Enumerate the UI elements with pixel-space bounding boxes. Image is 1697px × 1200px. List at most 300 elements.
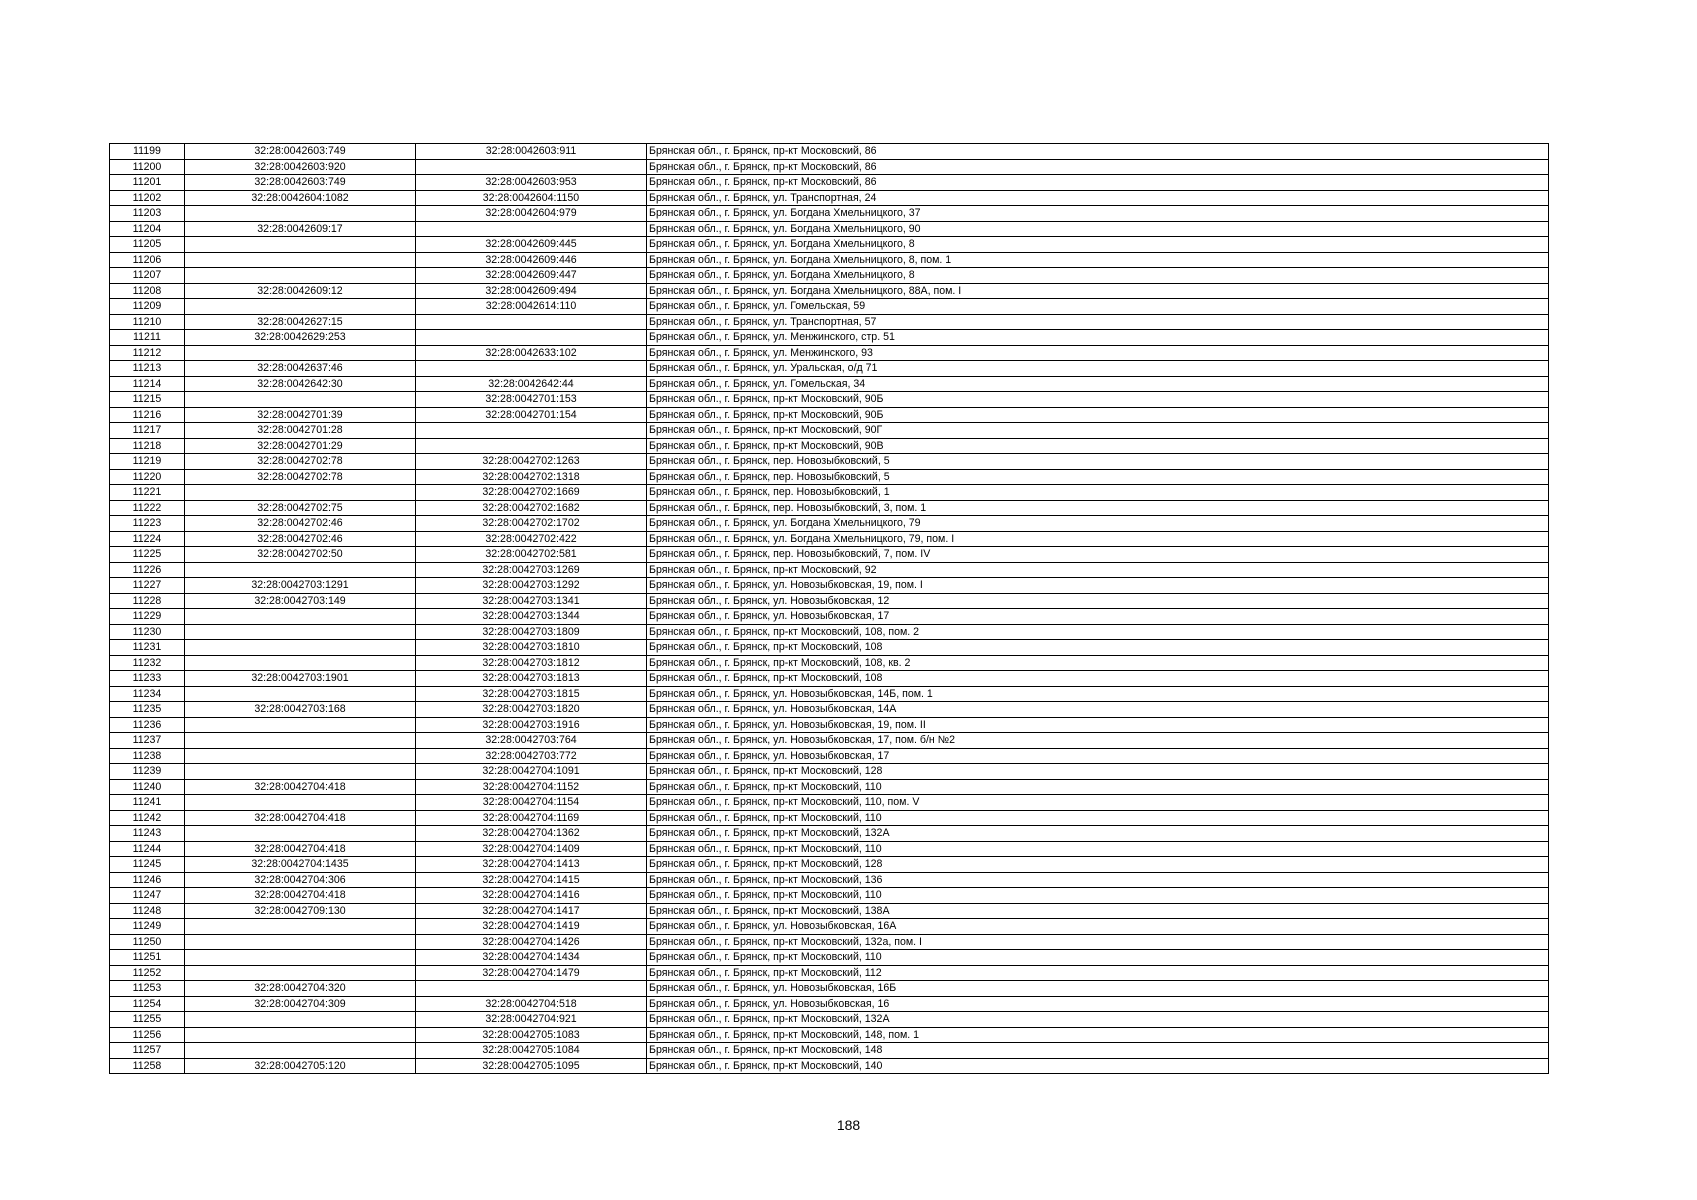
parent-cadastral-number-cell — [185, 345, 416, 361]
address-cell: Брянская обл., г. Брянск, пр-кт Московский, 128 — [647, 764, 1549, 780]
row-number-cell: 11209 — [110, 299, 185, 315]
cadastral-number-cell: 32:28:0042604:1150 — [416, 190, 647, 206]
parent-cadastral-number-cell: 32:28:0042702:78 — [185, 454, 416, 470]
parent-cadastral-number-cell — [185, 237, 416, 253]
row-number-cell: 11244 — [110, 841, 185, 857]
cadastral-number-cell: 32:28:0042702:1318 — [416, 469, 647, 485]
parent-cadastral-number-cell: 32:28:0042701:29 — [185, 438, 416, 454]
cadastral-number-cell: 32:28:0042702:422 — [416, 531, 647, 547]
parent-cadastral-number-cell: 32:28:0042703:149 — [185, 593, 416, 609]
cadastral-number-cell — [416, 221, 647, 237]
parent-cadastral-number-cell — [185, 1027, 416, 1043]
parent-cadastral-number-cell — [185, 717, 416, 733]
table-row — [110, 485, 1549, 501]
row-number-cell: 11201 — [110, 175, 185, 191]
table-row — [110, 872, 1549, 888]
row-number-cell: 11200 — [110, 159, 185, 175]
cadastral-number-cell: 32:28:0042603:911 — [416, 144, 647, 160]
row-number-cell: 11215 — [110, 392, 185, 408]
address-cell: Брянская обл., г. Брянск, ул. Гомельская, 34 — [647, 376, 1549, 392]
table-row — [110, 516, 1549, 532]
parent-cadastral-number-cell — [185, 268, 416, 284]
table-row — [110, 903, 1549, 919]
cadastral-number-cell: 32:28:0042704:1091 — [416, 764, 647, 780]
table-row — [110, 206, 1549, 222]
address-cell: Брянская обл., г. Брянск, пр-кт Московский, 108, кв. 2 — [647, 655, 1549, 671]
row-number-cell: 11258 — [110, 1058, 185, 1074]
cadastral-number-cell: 32:28:0042702:1702 — [416, 516, 647, 532]
parent-cadastral-number-cell: 32:28:0042704:418 — [185, 779, 416, 795]
table-row — [110, 609, 1549, 625]
table-row — [110, 779, 1549, 795]
parent-cadastral-number-cell: 32:28:0042709:130 — [185, 903, 416, 919]
row-number-cell: 11257 — [110, 1043, 185, 1059]
parent-cadastral-number-cell — [185, 686, 416, 702]
cadastral-number-cell: 32:28:0042609:494 — [416, 283, 647, 299]
cadastral-number-cell — [416, 159, 647, 175]
address-cell: Брянская обл., г. Брянск, ул. Богдана Хмельницкого, 88А, пом. I — [647, 283, 1549, 299]
cadastral-number-cell: 32:28:0042703:1809 — [416, 624, 647, 640]
address-cell: Брянская обл., г. Брянск, ул. Новозыбковская, 14А — [647, 702, 1549, 718]
row-number-cell: 11204 — [110, 221, 185, 237]
address-cell: Брянская обл., г. Брянск, ул. Новозыбковская, 16А — [647, 919, 1549, 935]
address-cell: Брянская обл., г. Брянск, ул. Новозыбковская, 17, пом. б/н №2 — [647, 733, 1549, 749]
row-number-cell: 11227 — [110, 578, 185, 594]
address-cell: Брянская обл., г. Брянск, пр-кт Московский, 140 — [647, 1058, 1549, 1074]
parent-cadastral-number-cell — [185, 1043, 416, 1059]
address-cell: Брянская обл., г. Брянск, ул. Менжинского, стр. 51 — [647, 330, 1549, 346]
cadastral-number-cell — [416, 330, 647, 346]
cadastral-number-cell: 32:28:0042703:1344 — [416, 609, 647, 625]
cadastral-number-cell: 32:28:0042704:518 — [416, 996, 647, 1012]
cadastral-number-cell: 32:28:0042703:772 — [416, 748, 647, 764]
row-number-cell: 11238 — [110, 748, 185, 764]
table-row — [110, 314, 1549, 330]
cadastral-number-cell: 32:28:0042703:1813 — [416, 671, 647, 687]
row-number-cell: 11225 — [110, 547, 185, 563]
cadastral-number-cell: 32:28:0042704:1362 — [416, 826, 647, 842]
table-row — [110, 826, 1549, 842]
parent-cadastral-number-cell — [185, 1012, 416, 1028]
cadastral-number-cell: 32:28:0042702:1682 — [416, 500, 647, 516]
cadastral-number-cell: 32:28:0042705:1083 — [416, 1027, 647, 1043]
parent-cadastral-number-cell: 32:28:0042702:46 — [185, 531, 416, 547]
address-cell: Брянская обл., г. Брянск, ул. Богдана Хмельницкого, 79, пом. I — [647, 531, 1549, 547]
parent-cadastral-number-cell — [185, 733, 416, 749]
table-row — [110, 1012, 1549, 1028]
row-number-cell: 11199 — [110, 144, 185, 160]
cadastral-number-cell: 32:28:0042703:1820 — [416, 702, 647, 718]
table-row — [110, 655, 1549, 671]
parent-cadastral-number-cell: 32:28:0042702:50 — [185, 547, 416, 563]
table-row — [110, 686, 1549, 702]
table-row — [110, 841, 1549, 857]
table-row — [110, 283, 1549, 299]
table-row — [110, 748, 1549, 764]
parent-cadastral-number-cell: 32:28:0042704:309 — [185, 996, 416, 1012]
cadastral-number-cell: 32:28:0042704:1434 — [416, 950, 647, 966]
row-number-cell: 11203 — [110, 206, 185, 222]
cadastral-number-cell: 32:28:0042704:1152 — [416, 779, 647, 795]
address-cell: Брянская обл., г. Брянск, пр-кт Московский, 132А — [647, 826, 1549, 842]
address-cell: Брянская обл., г. Брянск, ул. Менжинского, 93 — [647, 345, 1549, 361]
row-number-cell: 11205 — [110, 237, 185, 253]
table-row — [110, 1027, 1549, 1043]
cadastral-number-cell: 32:28:0042704:1416 — [416, 888, 647, 904]
address-cell: Брянская обл., г. Брянск, пер. Новозыбковский, 5 — [647, 454, 1549, 470]
table-row — [110, 392, 1549, 408]
row-number-cell: 11207 — [110, 268, 185, 284]
parent-cadastral-number-cell — [185, 252, 416, 268]
address-cell: Брянская обл., г. Брянск, пр-кт Московский, 110 — [647, 888, 1549, 904]
table-row — [110, 237, 1549, 253]
table-row — [110, 423, 1549, 439]
row-number-cell: 11241 — [110, 795, 185, 811]
table-row — [110, 376, 1549, 392]
table-row — [110, 934, 1549, 950]
table-row — [110, 361, 1549, 377]
parent-cadastral-number-cell: 32:28:0042705:120 — [185, 1058, 416, 1074]
parent-cadastral-number-cell: 32:28:0042702:75 — [185, 500, 416, 516]
address-cell: Брянская обл., г. Брянск, ул. Новозыбковская, 12 — [647, 593, 1549, 609]
cadastral-number-cell: 32:28:0042704:1169 — [416, 810, 647, 826]
parent-cadastral-number-cell: 32:28:0042704:418 — [185, 888, 416, 904]
cadastral-number-cell: 32:28:0042633:102 — [416, 345, 647, 361]
address-cell: Брянская обл., г. Брянск, ул. Богдана Хмельницкого, 79 — [647, 516, 1549, 532]
cadastral-number-cell: 32:28:0042702:581 — [416, 547, 647, 563]
parent-cadastral-number-cell — [185, 206, 416, 222]
parent-cadastral-number-cell — [185, 965, 416, 981]
cadastral-number-cell: 32:28:0042703:1815 — [416, 686, 647, 702]
parent-cadastral-number-cell: 32:28:0042704:418 — [185, 841, 416, 857]
row-number-cell: 11245 — [110, 857, 185, 873]
table-row — [110, 1058, 1549, 1074]
row-number-cell: 11214 — [110, 376, 185, 392]
parent-cadastral-number-cell: 32:28:0042702:78 — [185, 469, 416, 485]
row-number-cell: 11247 — [110, 888, 185, 904]
row-number-cell: 11206 — [110, 252, 185, 268]
parent-cadastral-number-cell: 32:28:0042701:28 — [185, 423, 416, 439]
table-row — [110, 221, 1549, 237]
address-cell: Брянская обл., г. Брянск, ул. Новозыбковская, 17 — [647, 609, 1549, 625]
cadastral-number-cell: 32:28:0042603:953 — [416, 175, 647, 191]
parent-cadastral-number-cell — [185, 795, 416, 811]
table-row — [110, 764, 1549, 780]
address-cell: Брянская обл., г. Брянск, пр-кт Московский, 90Г — [647, 423, 1549, 439]
address-cell: Брянская обл., г. Брянск, пр-кт Московский, 136 — [647, 872, 1549, 888]
row-number-cell: 11228 — [110, 593, 185, 609]
row-number-cell: 11248 — [110, 903, 185, 919]
row-number-cell: 11237 — [110, 733, 185, 749]
row-number-cell: 11230 — [110, 624, 185, 640]
parent-cadastral-number-cell: 32:28:0042603:920 — [185, 159, 416, 175]
address-cell: Брянская обл., г. Брянск, пр-кт Московский, 92 — [647, 562, 1549, 578]
table-row — [110, 593, 1549, 609]
address-cell: Брянская обл., г. Брянск, ул. Гомельская, 59 — [647, 299, 1549, 315]
cadastral-number-cell: 32:28:0042702:1669 — [416, 485, 647, 501]
row-number-cell: 11223 — [110, 516, 185, 532]
page-number: 188 — [836, 1117, 861, 1133]
row-number-cell: 11252 — [110, 965, 185, 981]
cadastral-number-cell: 32:28:0042703:1292 — [416, 578, 647, 594]
row-number-cell: 11229 — [110, 609, 185, 625]
address-cell: Брянская обл., г. Брянск, пр-кт Московский, 128 — [647, 857, 1549, 873]
address-cell: Брянская обл., г. Брянск, пр-кт Московский, 132А — [647, 1012, 1549, 1028]
cadastral-number-cell: 32:28:0042704:1409 — [416, 841, 647, 857]
table-row — [110, 500, 1549, 516]
row-number-cell: 11235 — [110, 702, 185, 718]
table-row — [110, 469, 1549, 485]
row-number-cell: 11231 — [110, 640, 185, 656]
parent-cadastral-number-cell — [185, 624, 416, 640]
row-number-cell: 11242 — [110, 810, 185, 826]
address-cell: Брянская обл., г. Брянск, пр-кт Московский, 110, пом. V — [647, 795, 1549, 811]
parent-cadastral-number-cell: 32:28:0042627:15 — [185, 314, 416, 330]
address-cell: Брянская обл., г. Брянск, пр-кт Московский, 112 — [647, 965, 1549, 981]
address-cell: Брянская обл., г. Брянск, пр-кт Московский, 110 — [647, 841, 1549, 857]
table-row — [110, 640, 1549, 656]
cadastral-number-cell — [416, 438, 647, 454]
parent-cadastral-number-cell — [185, 764, 416, 780]
row-number-cell: 11212 — [110, 345, 185, 361]
parent-cadastral-number-cell: 32:28:0042703:168 — [185, 702, 416, 718]
cadastral-number-cell — [416, 314, 647, 330]
cadastral-number-cell: 32:28:0042703:1810 — [416, 640, 647, 656]
row-number-cell: 11211 — [110, 330, 185, 346]
parent-cadastral-number-cell: 32:28:0042704:320 — [185, 981, 416, 997]
cadastral-number-cell — [416, 981, 647, 997]
table-row — [110, 268, 1549, 284]
parent-cadastral-number-cell — [185, 392, 416, 408]
row-number-cell: 11224 — [110, 531, 185, 547]
parent-cadastral-number-cell: 32:28:0042603:749 — [185, 144, 416, 160]
row-number-cell: 11202 — [110, 190, 185, 206]
table-row — [110, 996, 1549, 1012]
address-cell: Брянская обл., г. Брянск, ул. Новозыбковская, 16Б — [647, 981, 1549, 997]
registry-table — [109, 143, 1549, 1074]
table-row — [110, 562, 1549, 578]
address-cell: Брянская обл., г. Брянск, ул. Богдана Хмельницкого, 8 — [647, 237, 1549, 253]
row-number-cell: 11226 — [110, 562, 185, 578]
parent-cadastral-number-cell: 32:28:0042609:12 — [185, 283, 416, 299]
address-cell: Брянская обл., г. Брянск, пр-кт Московский, 110 — [647, 810, 1549, 826]
table-row — [110, 810, 1549, 826]
table-body — [110, 144, 1549, 1074]
row-number-cell: 11218 — [110, 438, 185, 454]
cadastral-number-cell: 32:28:0042703:1916 — [416, 717, 647, 733]
cadastral-number-cell: 32:28:0042609:446 — [416, 252, 647, 268]
table-row — [110, 733, 1549, 749]
address-cell: Брянская обл., г. Брянск, ул. Транспортная, 24 — [647, 190, 1549, 206]
parent-cadastral-number-cell: 32:28:0042604:1082 — [185, 190, 416, 206]
row-number-cell: 11255 — [110, 1012, 185, 1028]
row-number-cell: 11243 — [110, 826, 185, 842]
cadastral-number-cell: 32:28:0042614:110 — [416, 299, 647, 315]
cadastral-number-cell: 32:28:0042701:153 — [416, 392, 647, 408]
parent-cadastral-number-cell — [185, 640, 416, 656]
address-cell: Брянская обл., г. Брянск, пр-кт Московский, 138А — [647, 903, 1549, 919]
parent-cadastral-number-cell: 32:28:0042637:46 — [185, 361, 416, 377]
cadastral-number-cell: 32:28:0042703:1812 — [416, 655, 647, 671]
cadastral-number-cell: 32:28:0042705:1095 — [416, 1058, 647, 1074]
table-row — [110, 671, 1549, 687]
table-row — [110, 252, 1549, 268]
row-number-cell: 11234 — [110, 686, 185, 702]
parent-cadastral-number-cell: 32:28:0042642:30 — [185, 376, 416, 392]
parent-cadastral-number-cell — [185, 485, 416, 501]
row-number-cell: 11221 — [110, 485, 185, 501]
row-number-cell: 11250 — [110, 934, 185, 950]
cadastral-number-cell — [416, 361, 647, 377]
table-row — [110, 578, 1549, 594]
row-number-cell: 11254 — [110, 996, 185, 1012]
parent-cadastral-number-cell — [185, 562, 416, 578]
cadastral-number-cell: 32:28:0042704:1415 — [416, 872, 647, 888]
row-number-cell: 11236 — [110, 717, 185, 733]
parent-cadastral-number-cell — [185, 826, 416, 842]
cadastral-number-cell: 32:28:0042704:1413 — [416, 857, 647, 873]
address-cell: Брянская обл., г. Брянск, пр-кт Московский, 148, пом. 1 — [647, 1027, 1549, 1043]
address-cell: Брянская обл., г. Брянск, ул. Новозыбковская, 16 — [647, 996, 1549, 1012]
cadastral-number-cell: 32:28:0042609:445 — [416, 237, 647, 253]
parent-cadastral-number-cell: 32:28:0042704:418 — [185, 810, 416, 826]
cadastral-number-cell: 32:28:0042702:1263 — [416, 454, 647, 470]
address-cell: Брянская обл., г. Брянск, пр-кт Московский, 108 — [647, 640, 1549, 656]
cadastral-number-cell — [416, 423, 647, 439]
table-row — [110, 795, 1549, 811]
address-cell: Брянская обл., г. Брянск, ул. Богдана Хмельницкого, 8, пом. 1 — [647, 252, 1549, 268]
parent-cadastral-number-cell — [185, 748, 416, 764]
parent-cadastral-number-cell: 32:28:0042609:17 — [185, 221, 416, 237]
parent-cadastral-number-cell: 32:28:0042603:749 — [185, 175, 416, 191]
parent-cadastral-number-cell — [185, 919, 416, 935]
parent-cadastral-number-cell: 32:28:0042701:39 — [185, 407, 416, 423]
row-number-cell: 11219 — [110, 454, 185, 470]
row-number-cell: 11239 — [110, 764, 185, 780]
address-cell: Брянская обл., г. Брянск, пр-кт Московский, 148 — [647, 1043, 1549, 1059]
address-cell: Брянская обл., г. Брянск, пер. Новозыбковский, 7, пом. IV — [647, 547, 1549, 563]
address-cell: Брянская обл., г. Брянск, пр-кт Московский, 110 — [647, 779, 1549, 795]
row-number-cell: 11213 — [110, 361, 185, 377]
cadastral-number-cell: 32:28:0042704:1154 — [416, 795, 647, 811]
address-cell: Брянская обл., г. Брянск, ул. Транспортная, 57 — [647, 314, 1549, 330]
address-cell: Брянская обл., г. Брянск, пр-кт Московский, 90Б — [647, 407, 1549, 423]
address-cell: Брянская обл., г. Брянск, пер. Новозыбковский, 5 — [647, 469, 1549, 485]
address-cell: Брянская обл., г. Брянск, ул. Новозыбковская, 19, пом. II — [647, 717, 1549, 733]
cadastral-number-cell: 32:28:0042604:979 — [416, 206, 647, 222]
row-number-cell: 11217 — [110, 423, 185, 439]
table-row — [110, 407, 1549, 423]
row-number-cell: 11253 — [110, 981, 185, 997]
address-cell: Брянская обл., г. Брянск, ул. Новозыбковская, 17 — [647, 748, 1549, 764]
row-number-cell: 11233 — [110, 671, 185, 687]
table-row — [110, 454, 1549, 470]
row-number-cell: 11216 — [110, 407, 185, 423]
table-row — [110, 190, 1549, 206]
table-row — [110, 965, 1549, 981]
row-number-cell: 11246 — [110, 872, 185, 888]
table-row — [110, 159, 1549, 175]
table-row — [110, 531, 1549, 547]
address-cell: Брянская обл., г. Брянск, пер. Новозыбковский, 1 — [647, 485, 1549, 501]
address-cell: Брянская обл., г. Брянск, пр-кт Московский, 86 — [647, 159, 1549, 175]
parent-cadastral-number-cell: 32:28:0042704:306 — [185, 872, 416, 888]
cadastral-number-cell: 32:28:0042703:1269 — [416, 562, 647, 578]
address-cell: Брянская обл., г. Брянск, пр-кт Московский, 86 — [647, 175, 1549, 191]
table-row — [110, 1043, 1549, 1059]
address-cell: Брянская обл., г. Брянск, пер. Новозыбковский, 3, пом. 1 — [647, 500, 1549, 516]
address-cell: Брянская обл., г. Брянск, ул. Богдана Хмельницкого, 8 — [647, 268, 1549, 284]
table-row — [110, 299, 1549, 315]
address-cell: Брянская обл., г. Брянск, ул. Новозыбковская, 19, пом. I — [647, 578, 1549, 594]
address-cell: Брянская обл., г. Брянск, ул. Новозыбковская, 14Б, пом. 1 — [647, 686, 1549, 702]
cadastral-number-cell: 32:28:0042609:447 — [416, 268, 647, 284]
parent-cadastral-number-cell — [185, 934, 416, 950]
cadastral-number-cell: 32:28:0042701:154 — [416, 407, 647, 423]
address-cell: Брянская обл., г. Брянск, пр-кт Московский, 108 — [647, 671, 1549, 687]
parent-cadastral-number-cell — [185, 655, 416, 671]
parent-cadastral-number-cell — [185, 950, 416, 966]
address-cell: Брянская обл., г. Брянск, ул. Богдана Хмельницкого, 37 — [647, 206, 1549, 222]
address-cell: Брянская обл., г. Брянск, ул. Уральская, о/д 71 — [647, 361, 1549, 377]
parent-cadastral-number-cell: 32:28:0042629:253 — [185, 330, 416, 346]
table-row — [110, 330, 1549, 346]
parent-cadastral-number-cell: 32:28:0042702:46 — [185, 516, 416, 532]
row-number-cell: 11249 — [110, 919, 185, 935]
table-row — [110, 857, 1549, 873]
row-number-cell: 11256 — [110, 1027, 185, 1043]
row-number-cell: 11220 — [110, 469, 185, 485]
address-cell: Брянская обл., г. Брянск, пр-кт Московский, 132а, пом. I — [647, 934, 1549, 950]
table-row — [110, 702, 1549, 718]
table-row — [110, 919, 1549, 935]
address-cell: Брянская обл., г. Брянск, пр-кт Московский, 108, пом. 2 — [647, 624, 1549, 640]
address-cell: Брянская обл., г. Брянск, пр-кт Московский, 110 — [647, 950, 1549, 966]
cadastral-number-cell: 32:28:0042703:1341 — [416, 593, 647, 609]
row-number-cell: 11251 — [110, 950, 185, 966]
cadastral-number-cell: 32:28:0042704:921 — [416, 1012, 647, 1028]
cadastral-number-cell: 32:28:0042704:1419 — [416, 919, 647, 935]
row-number-cell: 11240 — [110, 779, 185, 795]
table-row — [110, 345, 1549, 361]
row-number-cell: 11210 — [110, 314, 185, 330]
table-row — [110, 888, 1549, 904]
address-cell: Брянская обл., г. Брянск, пр-кт Московский, 86 — [647, 144, 1549, 160]
address-cell: Брянская обл., г. Брянск, пр-кт Московский, 90Б — [647, 392, 1549, 408]
table-row — [110, 547, 1549, 563]
cadastral-number-cell: 32:28:0042704:1426 — [416, 934, 647, 950]
cadastral-number-cell: 32:28:0042705:1084 — [416, 1043, 647, 1059]
table-row — [110, 175, 1549, 191]
parent-cadastral-number-cell: 32:28:0042703:1901 — [185, 671, 416, 687]
row-number-cell: 11222 — [110, 500, 185, 516]
parent-cadastral-number-cell — [185, 299, 416, 315]
table-row — [110, 950, 1549, 966]
parent-cadastral-number-cell: 32:28:0042704:1435 — [185, 857, 416, 873]
table-row — [110, 144, 1549, 160]
cadastral-number-cell: 32:28:0042704:1417 — [416, 903, 647, 919]
cadastral-number-cell: 32:28:0042704:1479 — [416, 965, 647, 981]
table-row — [110, 624, 1549, 640]
cadastral-number-cell: 32:28:0042642:44 — [416, 376, 647, 392]
row-number-cell: 11232 — [110, 655, 185, 671]
table-row — [110, 717, 1549, 733]
row-number-cell: 11208 — [110, 283, 185, 299]
table-row — [110, 981, 1549, 997]
parent-cadastral-number-cell: 32:28:0042703:1291 — [185, 578, 416, 594]
cadastral-number-cell: 32:28:0042703:764 — [416, 733, 647, 749]
parent-cadastral-number-cell — [185, 609, 416, 625]
